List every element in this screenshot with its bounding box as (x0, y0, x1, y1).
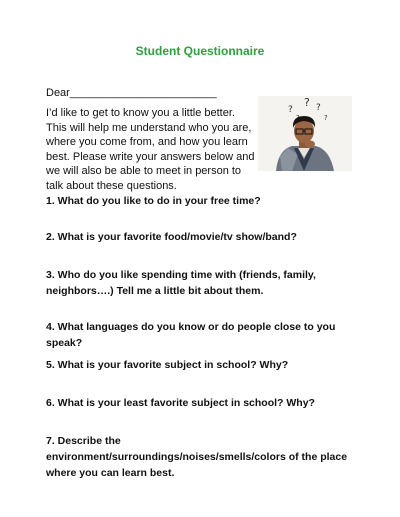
question-3: 3. Who do you like spending time with (friends, family, neighbors….) Tell me a little bit about them. (46, 269, 316, 297)
svg-text:?: ? (324, 114, 328, 122)
svg-text:?: ? (304, 96, 310, 109)
thinking-student-image (258, 96, 352, 171)
intro-paragraph: I’d like to get to know you a little better. This will help me understand who you are, where you come from, and how you learn best. Please write your answers below and we will also be able to meet in person to talk about these questions. (46, 107, 255, 192)
greeting-line: Dear________________________ (46, 87, 217, 99)
thinking-student-icon (258, 96, 352, 171)
question-2: 2. What is your favorite food/movie/tv show/band? (46, 231, 297, 243)
question-4: 4. What languages do you know or do people close to you speak? (46, 321, 336, 349)
question-1: 1. What do you like to do in your free time? (46, 195, 261, 207)
question-6: 6. What is your least favorite subject in school? Why? (46, 397, 315, 409)
document-title: Student Questionnaire (135, 44, 265, 58)
svg-text:?: ? (316, 103, 321, 113)
question-7: 7. Describe the environment/surroundings/noises/smells/colors of the place where you can learn best. (46, 435, 348, 479)
question-5: 5. What is your favorite subject in school? Why? (46, 359, 289, 371)
svg-text:?: ? (288, 105, 293, 115)
